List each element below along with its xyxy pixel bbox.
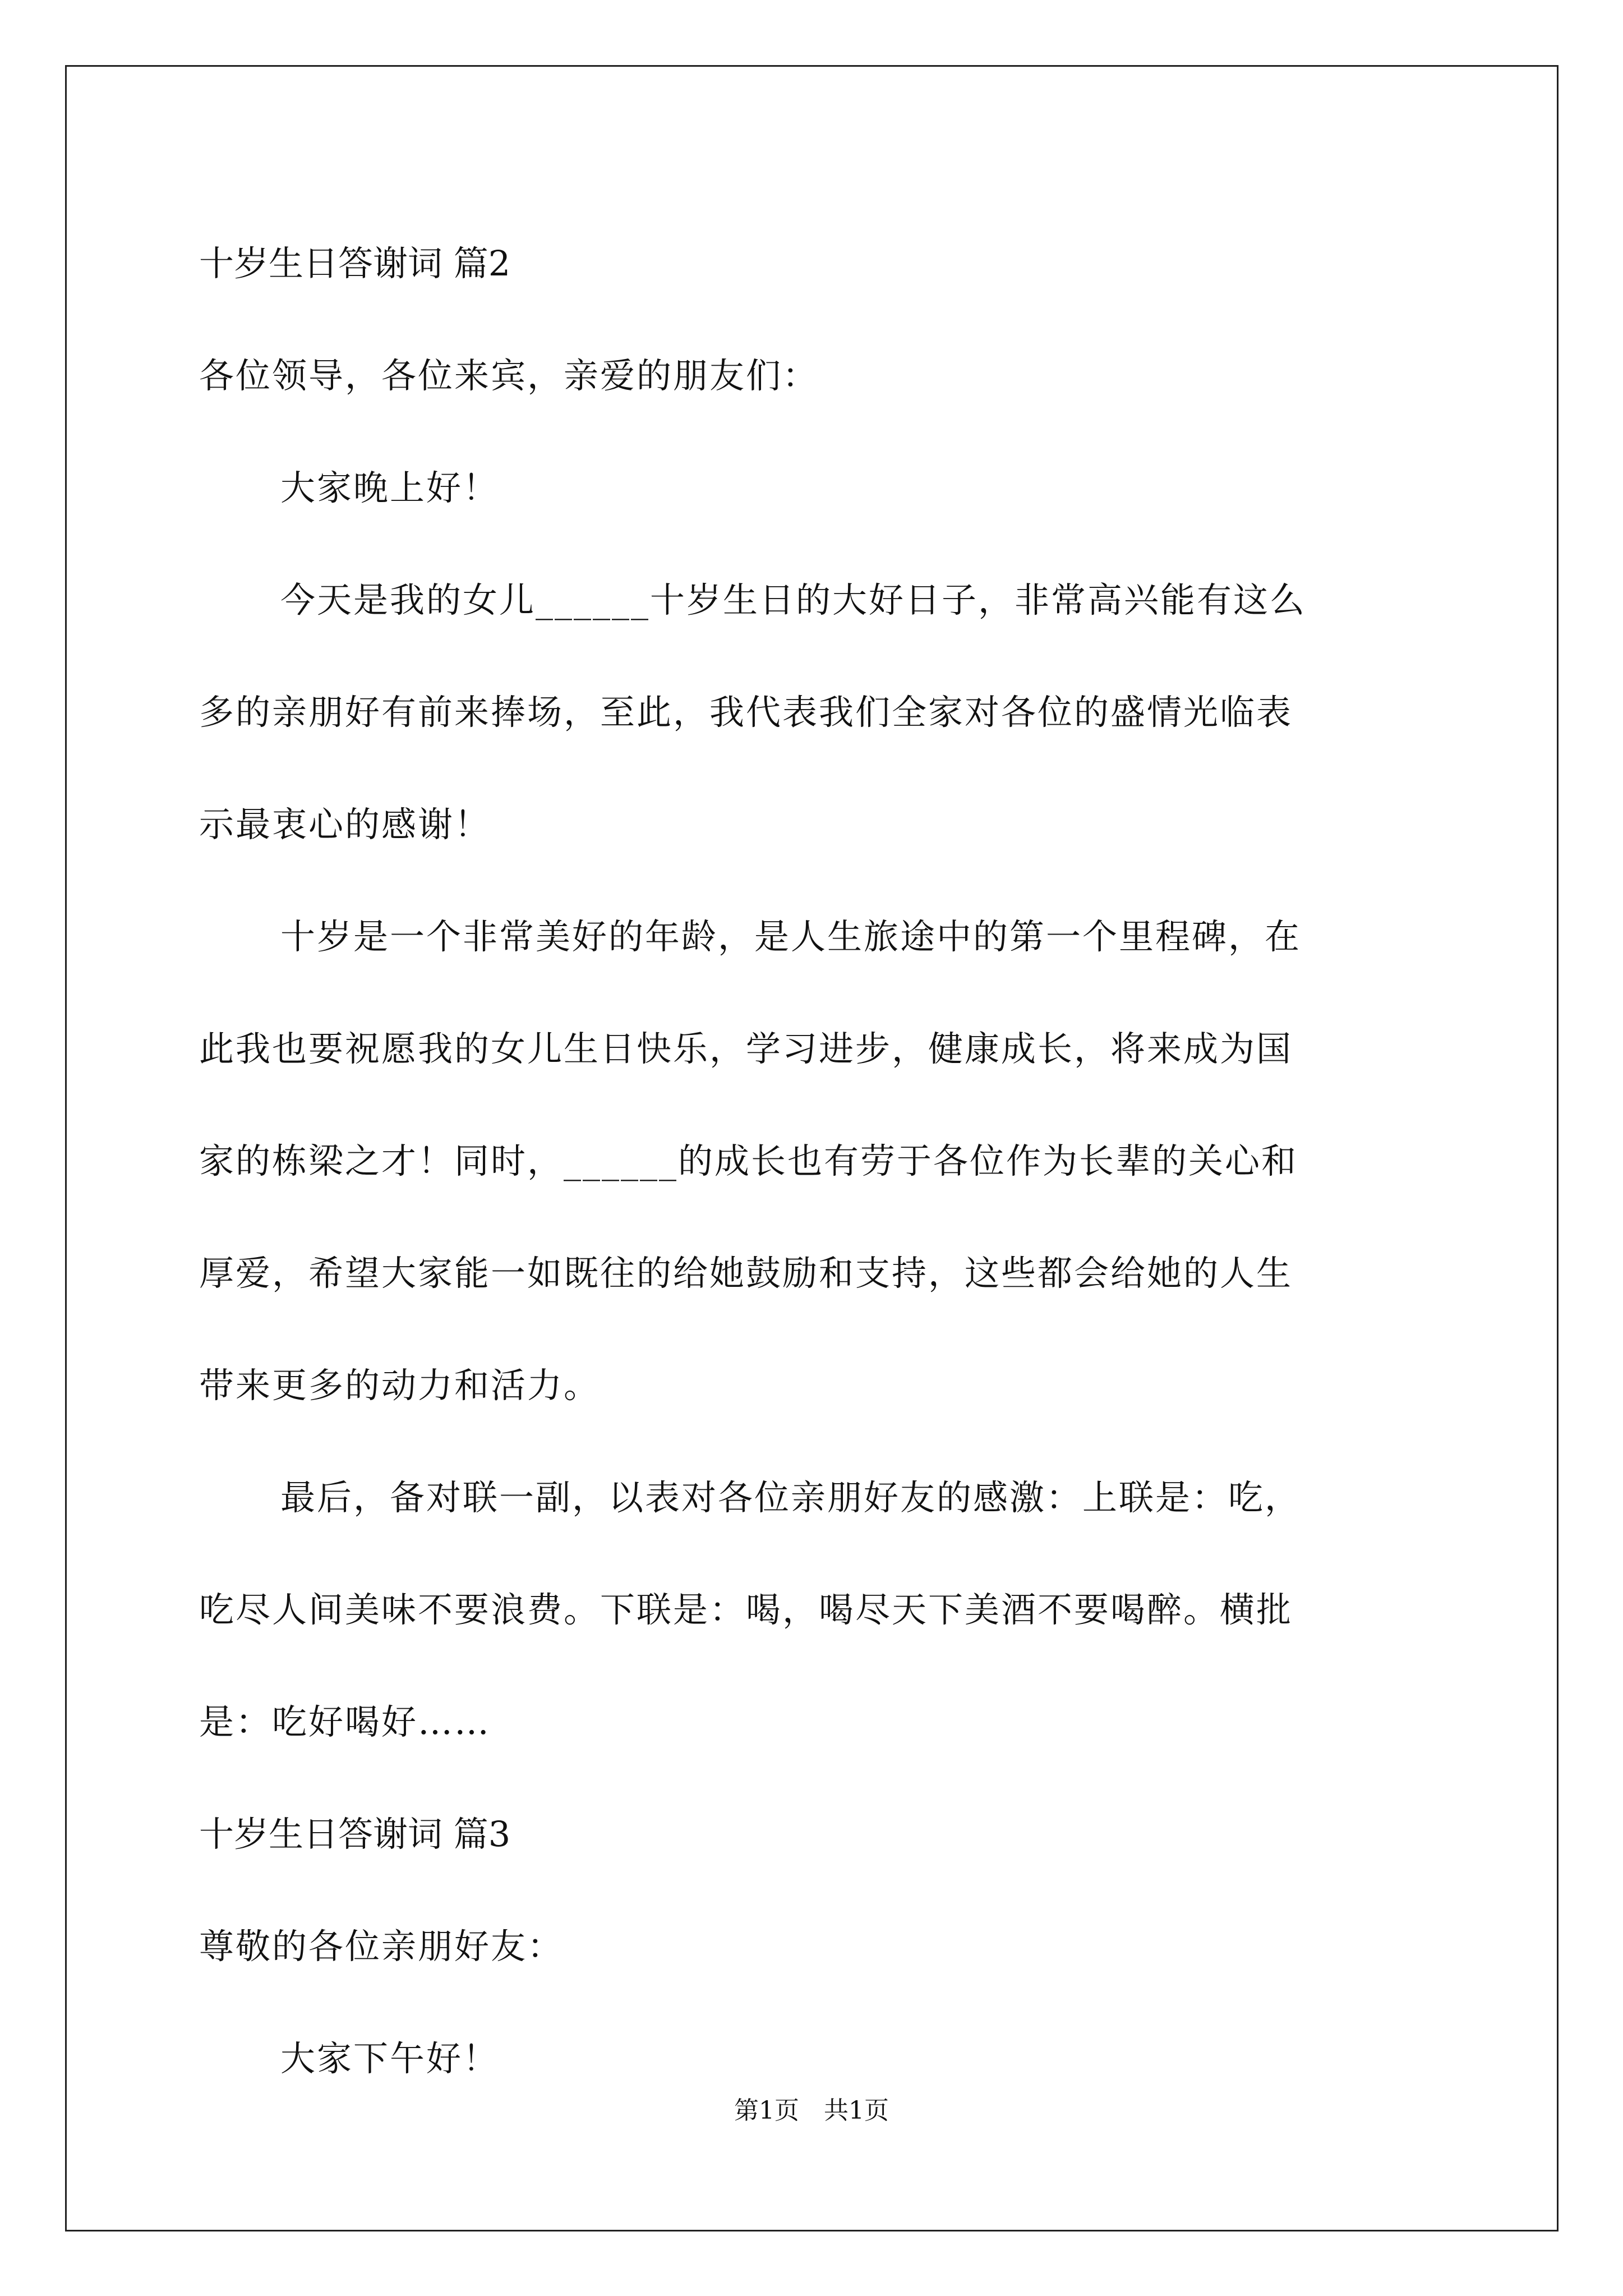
paragraph-line: 吃尽人间美味不要浪费。下联是：喝，喝尽天下美酒不要喝醉。横批 bbox=[199, 1589, 1293, 1630]
paragraph-line: 是：吃好喝好…… bbox=[199, 1701, 491, 1742]
document-body bbox=[199, 208, 1433, 2115]
paragraph-line: 示最衷心的感谢！ bbox=[199, 804, 491, 845]
greeting: 大家晚上好！ bbox=[280, 467, 500, 508]
paragraph-line: 此我也要祝愿我的女儿生日快乐，学习进步，健康成长，将来成为国 bbox=[199, 1028, 1293, 1069]
page-footer: 第1页 共1页 bbox=[734, 2096, 889, 2125]
paragraph-line: 厚爱，希望大家能一如既往的给她鼓励和支持，这些都会给她的人生 bbox=[199, 1253, 1293, 1294]
salutation: 各位领导，各位来宾，亲爱的朋友们： bbox=[199, 355, 819, 396]
salutation: 尊敬的各位亲朋好友： bbox=[199, 1926, 564, 1967]
section-heading: 十岁生日答谢词 篇2 bbox=[199, 243, 511, 284]
paragraph-line: 家的栋梁之才！同时，______的成长也有劳于各位作为长辈的关心和 bbox=[199, 1140, 1298, 1181]
paragraph-line: 十岁是一个非常美好的年龄，是人生旅途中的第一个里程碑，在 bbox=[280, 916, 1302, 957]
paragraph-line: 最后，备对联一副，以表对各位亲朋好友的感激：上联是：吃， bbox=[280, 1477, 1302, 1518]
paragraph-line: 多的亲朋好有前来捧场，至此，我代表我们全家对各位的盛情光临表 bbox=[199, 692, 1293, 733]
paragraph-line: 今天是我的女儿______十岁生日的大好日子，非常高兴能有这么 bbox=[280, 579, 1307, 620]
greeting: 大家下午好！ bbox=[280, 2038, 500, 2079]
paragraph-line: 带来更多的动力和活力。 bbox=[199, 1365, 601, 1406]
section-heading: 十岁生日答谢词 篇3 bbox=[199, 1814, 511, 1855]
